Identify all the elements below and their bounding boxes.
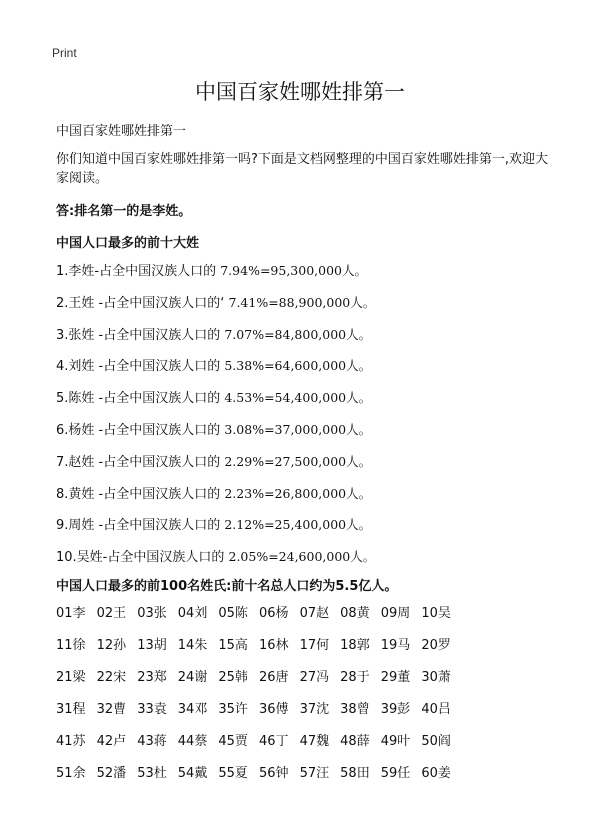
surname-cell: 44蔡 [177,734,208,749]
surname-cell: 41苏 [56,734,86,749]
surname-cell: 56钟 [258,766,289,781]
surname-cell: 39彭 [380,702,411,717]
surname-cell: 51余 [56,766,86,781]
surname-cell: 60姜 [421,766,451,781]
surname-cell: 02王 [96,606,127,621]
rank-label: 5.陈姓 -占全中国汉族人口的 [56,391,225,407]
surname-cell: 11徐 [56,638,86,653]
surname-cell: 38曾 [340,702,370,717]
surname-cell: 45贾 [218,734,248,749]
surname-cell: 12孙 [96,638,127,653]
surname-row [56,700,462,732]
surname-cell: 58田 [340,766,370,781]
rank-stat: 2.12%=25,400,000人。 [224,517,372,533]
surname-cell: 28于 [340,670,370,685]
surname-cell: 24谢 [177,670,208,685]
rank-stat: 7.41%=88,900,000人。 [228,294,376,310]
surname-cell: 01李 [56,606,86,621]
surname-cell: 54戴 [177,766,208,781]
surname-cell: 47魏 [299,734,330,749]
list-item [56,356,375,388]
list-item [56,515,375,547]
surname-cell: 17何 [299,638,330,653]
surname-cell: 03张 [137,606,167,621]
surname-cell: 40吕 [421,702,451,717]
surname-cell: 21梁 [56,670,86,685]
list-item [56,484,375,516]
surname-cell: 48薛 [340,734,370,749]
rank-label: 6.杨姓 -占全中国汉族人口的 [56,422,225,438]
rank-stat: 5.38%=64,600,000人。 [224,358,372,374]
surname-cell: 37沈 [299,702,330,717]
surname-cell: 31程 [56,702,86,717]
rank-label: 7.赵姓 -占全中国汉族人口的 [56,454,225,470]
surname-cell: 27冯 [299,670,330,685]
list-item [56,420,375,452]
top10-heading: 中国人口最多的前十大姓 [56,236,200,251]
answer-line: 答:排名第一的是李姓。 [56,204,192,219]
surname-cell: 19马 [380,638,411,653]
rank-stat: 7.94%=95,300,000人。 [220,263,367,278]
rank-label: 3.张姓 -占全中国汉族人口的 [56,327,225,343]
rank-stat: 4.53%=54,400,000人。 [224,390,372,406]
surname-cell: 26唐 [258,670,289,685]
surname-cell: 23郑 [137,670,167,685]
surname-cell: 36傅 [258,702,289,717]
surname-cell: 42卢 [96,734,127,749]
surname-cell: 32曹 [96,702,127,717]
surname-cell: 53杜 [137,766,167,781]
surname-cell: 13胡 [137,638,167,653]
surname-cell: 34邓 [177,702,208,717]
surname-cell: 18郭 [340,638,370,653]
surname-row [56,764,462,796]
surname-cell: 52潘 [96,766,127,781]
surname-cell: 33袁 [137,702,167,717]
list-item [56,325,375,357]
surname-cell: 49叶 [380,734,411,749]
subtitle: 中国百家姓哪姓排第一 [56,124,187,139]
surname-cell: 57汪 [299,766,330,781]
surname-cell: 04刘 [177,606,208,621]
surname-cell: 30萧 [421,670,451,685]
surname-cell: 08黄 [340,606,370,621]
surname-cell: 15高 [218,638,248,653]
surname-cell: 05陈 [218,606,248,621]
surname-row [56,636,462,668]
top100-heading: 中国人口最多的前100名姓氏:前十名总人口约为5.5亿人。 [56,579,398,594]
print-label: Print [52,46,77,60]
list-item [56,293,375,325]
list-item [56,452,375,484]
surname-cell: 46丁 [258,734,289,749]
list-item [56,261,375,293]
rank-label: 8.黄姓 -占全中国汉族人口的 [56,486,225,502]
rank-stat: 3.08%=37,000,000人。 [224,421,372,437]
surname-row [56,668,462,700]
surname-grid [56,604,462,796]
surname-cell: 29董 [380,670,411,685]
surname-cell: 07赵 [299,606,330,621]
top10-list [56,261,375,579]
page-title: 中国百家姓哪姓排第一 [195,80,405,104]
surname-cell: 25韩 [218,670,248,685]
surname-cell: 50阎 [421,734,451,749]
intro-paragraph: 你们知道中国百家姓哪姓排第一吗?下面是文档网整理的中国百家姓哪姓排第一,欢迎大家阅读。 [56,152,549,186]
rank-stat: 7.07%=84,800,000人。 [224,326,372,342]
surname-row [56,604,462,636]
surname-cell: 43蒋 [137,734,167,749]
rank-label: 2.王姓 -占全中国汉族人口的‘ [56,295,229,311]
surname-cell: 14朱 [177,638,208,653]
rank-label: 9.周姓 -占全中国汉族人口的 [56,518,225,534]
list-item [56,388,375,420]
rank-stat: 2.23%=26,800,000人。 [224,485,372,501]
rank-stat: 2.29%=27,500,000人。 [224,453,372,469]
surname-cell: 09周 [380,606,411,621]
surname-cell: 16林 [258,638,289,653]
surname-cell: 06杨 [258,606,289,621]
rank-label: 10.吴姓-占全中国汉族人口的 [56,550,229,566]
rank-stat: 2.05%=24,600,000人。 [228,549,376,565]
surname-cell: 35许 [218,702,248,717]
surname-row [56,732,462,764]
surname-cell: 20罗 [421,638,451,653]
surname-cell: 22宋 [96,670,127,685]
surname-cell: 55夏 [218,766,248,781]
surname-cell: 59任 [380,766,411,781]
rank-label: 1.李姓-占全中国汉族人口的 [56,264,221,279]
rank-label: 4.刘姓 -占全中国汉族人口的 [56,359,225,375]
surname-cell: 10吴 [421,606,451,621]
